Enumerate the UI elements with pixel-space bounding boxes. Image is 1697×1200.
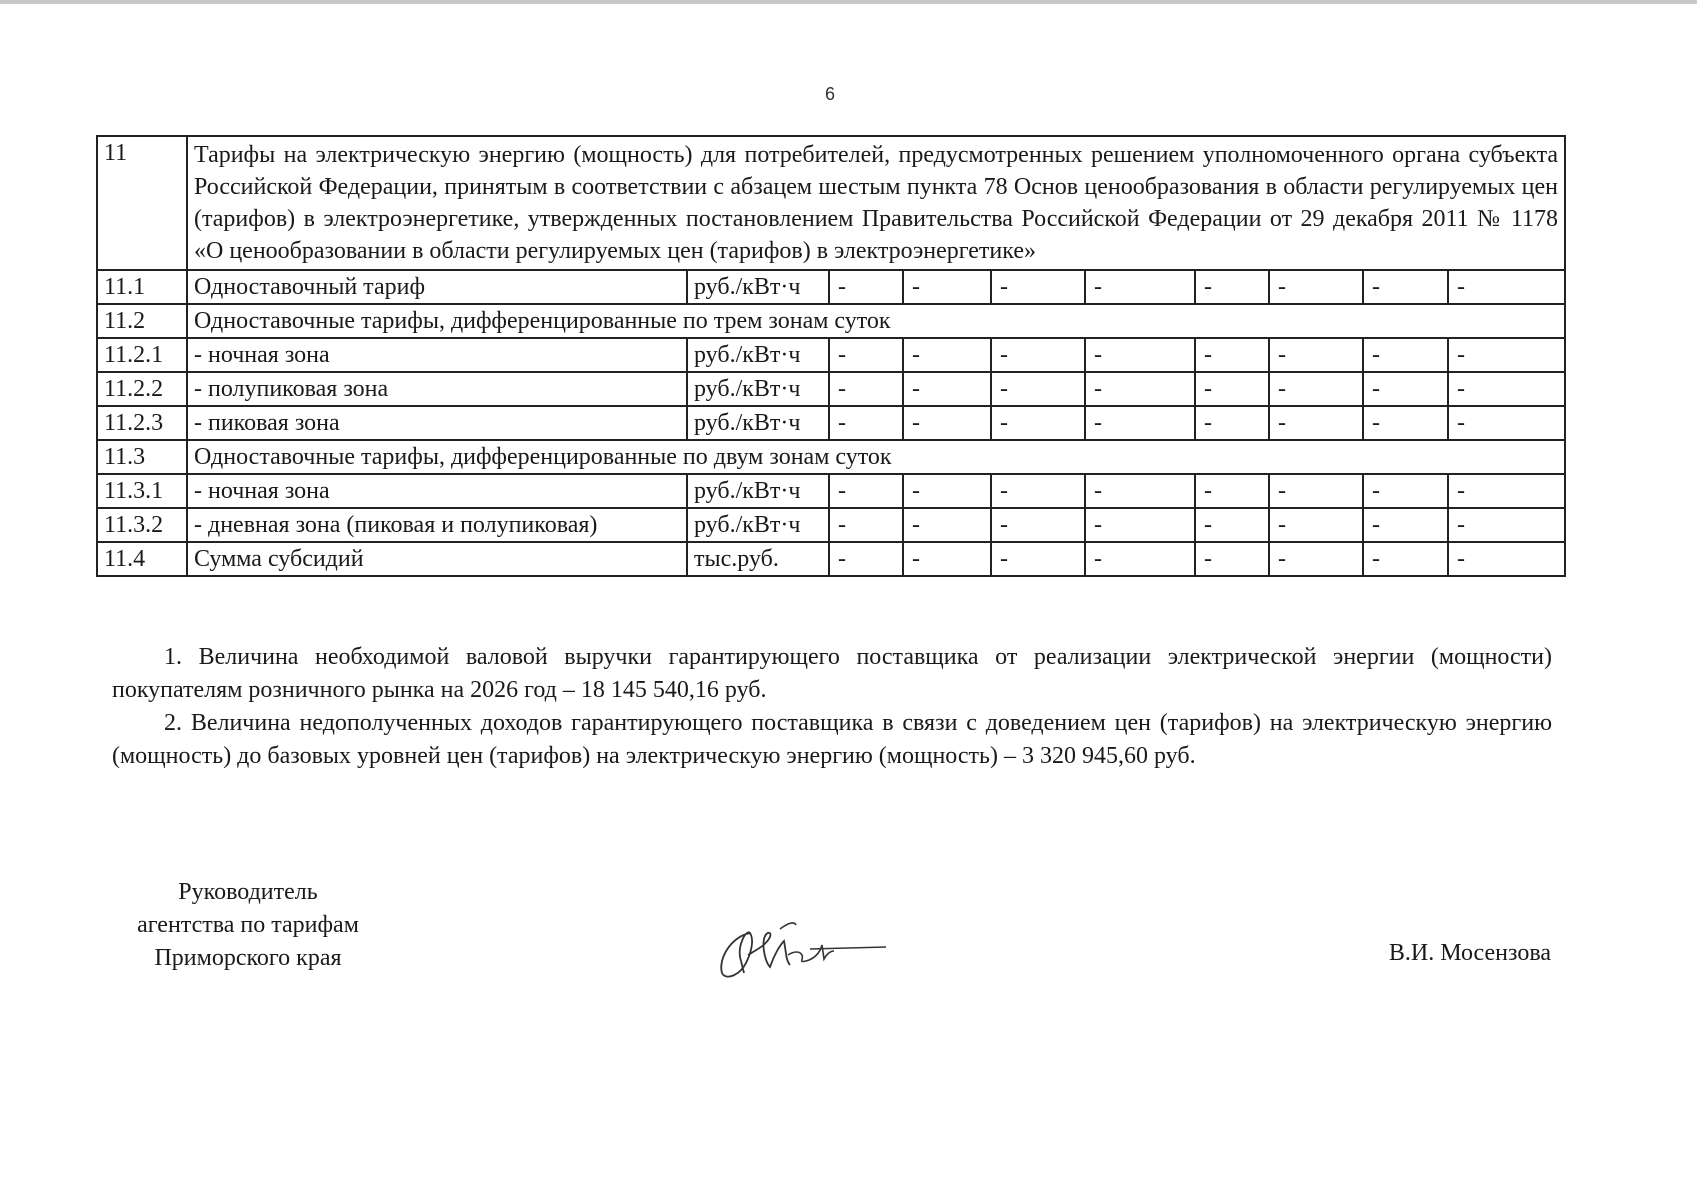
row-name: - ночная зона xyxy=(187,338,687,372)
table-row xyxy=(97,338,1565,372)
row-unit: руб./кВт·ч xyxy=(687,270,829,304)
table-section-row xyxy=(97,304,1565,338)
value-cell: - xyxy=(1085,270,1195,304)
table-row xyxy=(97,542,1565,576)
table-section-row xyxy=(97,440,1565,474)
value-cell: - xyxy=(1448,372,1565,406)
value-cell: - xyxy=(1195,406,1269,440)
value-cell: - xyxy=(1448,542,1565,576)
value-cell: - xyxy=(1195,542,1269,576)
value-cell: - xyxy=(1363,508,1448,542)
value-cell: - xyxy=(829,338,903,372)
value-cell: - xyxy=(1195,508,1269,542)
table-row xyxy=(97,372,1565,406)
value-cell: - xyxy=(1363,372,1448,406)
value-cell: - xyxy=(1085,338,1195,372)
value-cell: - xyxy=(1363,474,1448,508)
value-cell: - xyxy=(1085,406,1195,440)
value-cell: - xyxy=(1195,270,1269,304)
row-number: 11 xyxy=(97,136,187,270)
row-number: 11.1 xyxy=(97,270,187,304)
handwritten-signature xyxy=(710,915,890,985)
value-cell: - xyxy=(1363,542,1448,576)
note-2: 2. Величина недополученных доходов гарантирующего поставщика в связи с доведением цен (тарифов) на электрическую энергию (мощность) до базовых уровней цен (тарифов) на электрическую энергию (мощность) – 3 320 945,60 руб. xyxy=(112,710,1552,769)
value-cell: - xyxy=(903,474,991,508)
row-name: - дневная зона (пиковая и полупиковая) xyxy=(187,508,687,542)
value-cell: - xyxy=(1269,338,1363,372)
value-cell: - xyxy=(991,474,1085,508)
value-cell: - xyxy=(1085,542,1195,576)
row-unit: тыс.руб. xyxy=(687,542,829,576)
table-row xyxy=(97,474,1565,508)
value-cell: - xyxy=(829,474,903,508)
value-cell: - xyxy=(903,270,991,304)
value-cell: - xyxy=(903,406,991,440)
tariff-table-body xyxy=(97,136,1565,576)
section-title: Одноставочные тарифы, дифференцированные по двум зонам суток xyxy=(187,440,1565,474)
value-cell: - xyxy=(1448,406,1565,440)
value-cell: - xyxy=(1085,474,1195,508)
value-cell: - xyxy=(829,372,903,406)
signer-name: В.И. Мосензова xyxy=(1388,940,1551,966)
value-cell: - xyxy=(1269,542,1363,576)
value-cell: - xyxy=(829,508,903,542)
value-cell: - xyxy=(991,372,1085,406)
value-cell: - xyxy=(1195,372,1269,406)
page-number: 6 xyxy=(824,84,835,104)
value-cell: - xyxy=(1363,338,1448,372)
table-header-row xyxy=(97,136,1565,270)
row-number: 11.3.2 xyxy=(97,508,187,542)
row-number: 11.2 xyxy=(97,304,187,338)
value-cell: - xyxy=(1363,270,1448,304)
value-cell: - xyxy=(1448,508,1565,542)
value-cell: - xyxy=(1269,372,1363,406)
row-number: 11.2.3 xyxy=(97,406,187,440)
notes xyxy=(112,641,1552,773)
value-cell: - xyxy=(1269,474,1363,508)
section-title: Одноставочные тарифы, дифференцированные по трем зонам суток xyxy=(187,304,1565,338)
value-cell: - xyxy=(991,338,1085,372)
tariff-table xyxy=(96,135,1566,577)
value-cell: - xyxy=(829,270,903,304)
value-cell: - xyxy=(1269,270,1363,304)
value-cell: - xyxy=(1448,474,1565,508)
row-number: 11.4 xyxy=(97,542,187,576)
table-row xyxy=(97,406,1565,440)
row-name: Сумма субсидий xyxy=(187,542,687,576)
page-top-edge xyxy=(0,0,1697,4)
value-cell: - xyxy=(991,270,1085,304)
row-number: 11.2.2 xyxy=(97,372,187,406)
row-unit: руб./кВт·ч xyxy=(687,372,829,406)
position-line: Руководитель xyxy=(178,879,318,905)
table-row xyxy=(97,270,1565,304)
value-cell: - xyxy=(903,338,991,372)
value-cell: - xyxy=(903,542,991,576)
signatory-position xyxy=(108,876,388,975)
row-unit: руб./кВт·ч xyxy=(687,474,829,508)
value-cell: - xyxy=(991,508,1085,542)
position-line: агентства по тарифам xyxy=(137,912,359,938)
table-row xyxy=(97,508,1565,542)
value-cell: - xyxy=(1269,406,1363,440)
value-cell: - xyxy=(903,372,991,406)
row-unit: руб./кВт·ч xyxy=(687,406,829,440)
value-cell: - xyxy=(1363,406,1448,440)
value-cell: - xyxy=(991,542,1085,576)
row-unit: руб./кВт·ч xyxy=(687,508,829,542)
row-unit: руб./кВт·ч xyxy=(687,338,829,372)
value-cell: - xyxy=(1195,338,1269,372)
value-cell: - xyxy=(903,508,991,542)
row-number: 11.3 xyxy=(97,440,187,474)
position-line: Приморского края xyxy=(154,945,342,971)
row-name: - пиковая зона xyxy=(187,406,687,440)
value-cell: - xyxy=(1269,508,1363,542)
row-name: - полупиковая зона xyxy=(187,372,687,406)
row-name: Одноставочный тариф xyxy=(187,270,687,304)
value-cell: - xyxy=(991,406,1085,440)
row-name: - ночная зона xyxy=(187,474,687,508)
value-cell: - xyxy=(829,542,903,576)
value-cell: - xyxy=(829,406,903,440)
value-cell: - xyxy=(1085,508,1195,542)
row-number: 11.3.1 xyxy=(97,474,187,508)
section-title: Тарифы на электрическую энергию (мощность) для потребителей, предусмотренных решением уполномоченного органа субъекта Российской Федерации, принятым в соответствии с абзацем шестым пункта 78 Основ ценообразования в области регулируемых цен (тарифов) в электроэнергетике, утвержденных постановлением Правительства Российской Федерации от 29 декабря 2011 № 1178 «О ценообразовании в области регулируемых цен (тарифов) в электроэнергетике» xyxy=(187,136,1565,270)
value-cell: - xyxy=(1448,270,1565,304)
note-1: 1. Величина необходимой валовой выручки гарантирующего поставщика от реализации электрической энергии (мощности) покупателям розничного рынка на 2026 год – 18 145 540,16 руб. xyxy=(112,644,1552,703)
row-number: 11.2.1 xyxy=(97,338,187,372)
value-cell: - xyxy=(1448,338,1565,372)
value-cell: - xyxy=(1085,372,1195,406)
value-cell: - xyxy=(1195,474,1269,508)
